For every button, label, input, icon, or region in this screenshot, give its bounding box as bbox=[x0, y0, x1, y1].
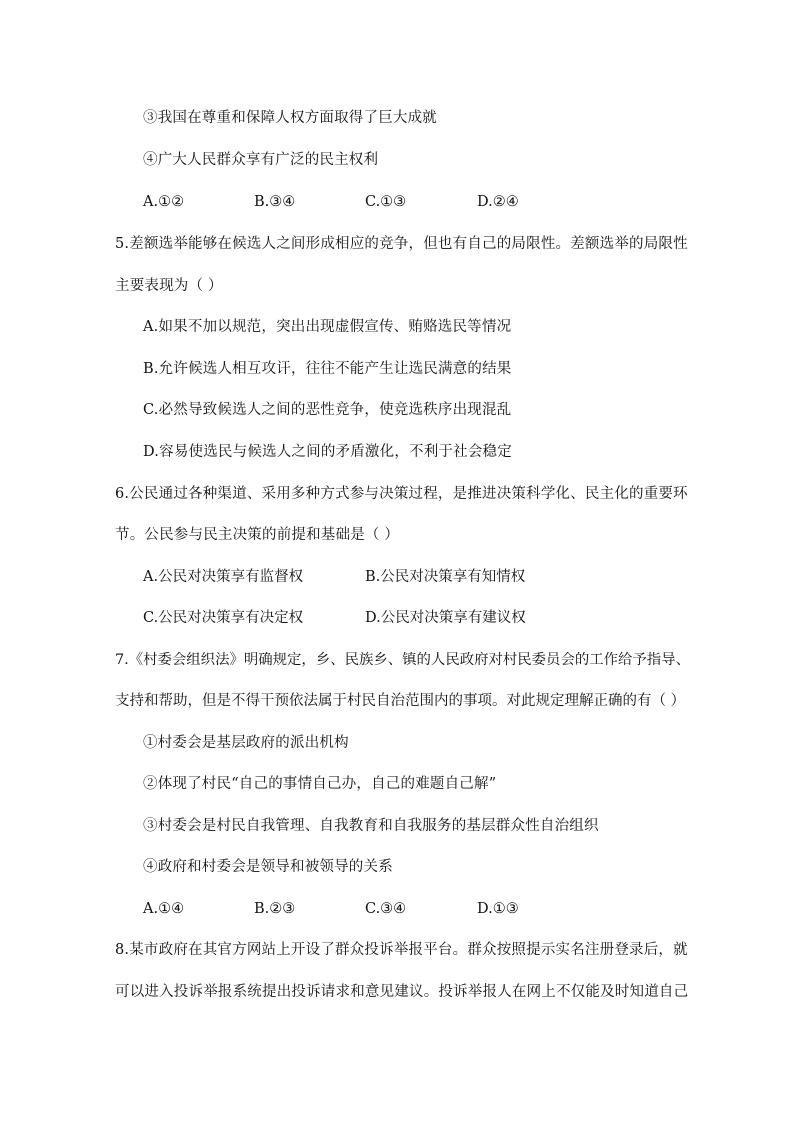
q6-stem-line-1: 6.公民通过各种渠道、采用多种方式参与决策过程，是推进决策科学化、民主化的重要环 bbox=[115, 486, 688, 502]
q4-option-b: B.③④ bbox=[254, 194, 296, 210]
q4-option-a: A.①② bbox=[143, 194, 185, 210]
q4-option-c: C.①③ bbox=[365, 194, 407, 210]
q8-stem-line-2: 可以进入投诉举报系统提出投诉请求和意见建议。投诉举报人在网上不仅能及时知道自己 bbox=[115, 984, 689, 1000]
q7-item-1: ①村委会是基层政府的派出机构 bbox=[143, 735, 349, 751]
q7-option-b: B.②③ bbox=[254, 901, 296, 917]
q7-stem-line-1: 7.《村委会组织法》明确规定，乡、民族乡、镇的人民政府对村民委员会的工作给予指导、 bbox=[115, 652, 690, 668]
q4-item-4: ④广大人民群众享有广泛的民主权利 bbox=[143, 152, 379, 168]
q7-stem-line-2: 支持和帮助，但是不得干预依法属于村民自治范围内的事项。对此规定理解正确的有（ ） bbox=[115, 693, 686, 709]
q5-stem-line-2: 主要表现为（ ） bbox=[115, 278, 223, 294]
q6-option-a: A.公民对决策享有监督权 bbox=[143, 569, 304, 585]
q7-item-2: ②体现了村民“自己的事情自己办，自己的难题自己解” bbox=[143, 776, 497, 792]
q5-stem-line-1: 5.差额选举能够在候选人之间形成相应的竞争，但也有自己的局限性。差额选举的局限性 bbox=[115, 236, 688, 252]
q6-option-b: B.公民对决策享有知情权 bbox=[365, 569, 526, 585]
q7-item-3: ③村委会是村民自我管理、自我教育和自我服务的基层群众性自治组织 bbox=[143, 818, 599, 834]
q6-stem-line-2: 节。公民参与民主决策的前提和基础是（ ） bbox=[115, 527, 400, 543]
q7-option-c: C.③④ bbox=[365, 901, 407, 917]
q7-option-d: D.①③ bbox=[477, 901, 519, 917]
q4-item-3: ③我国在尊重和保障人权方面取得了巨大成就 bbox=[143, 110, 437, 126]
q7-item-4: ④政府和村委会是领导和被领导的关系 bbox=[143, 859, 393, 875]
q7-option-a: A.①④ bbox=[143, 901, 185, 917]
q6-option-c: C.公民对决策享有决定权 bbox=[143, 610, 304, 626]
q6-option-d: D.公民对决策享有建议权 bbox=[365, 610, 526, 626]
q8-stem-line-1: 8.某市政府在其官方网站上开设了群众投诉举报平台。群众按照提示实名注册登录后，就 bbox=[115, 942, 688, 958]
q5-option-d: D.容易使选民与候选人之间的矛盾激化，不利于社会稳定 bbox=[143, 444, 512, 460]
q5-option-a: A.如果不加以规范，突出出现虚假宣传、贿赂选民等情况 bbox=[143, 319, 512, 335]
q5-option-b: B.允许候选人相互攻讦，往往不能产生让选民满意的结果 bbox=[143, 361, 512, 377]
q5-option-c: C.必然导致候选人之间的恶性竞争，使竞选秩序出现混乱 bbox=[143, 402, 512, 418]
q4-option-d: D.②④ bbox=[477, 194, 519, 210]
